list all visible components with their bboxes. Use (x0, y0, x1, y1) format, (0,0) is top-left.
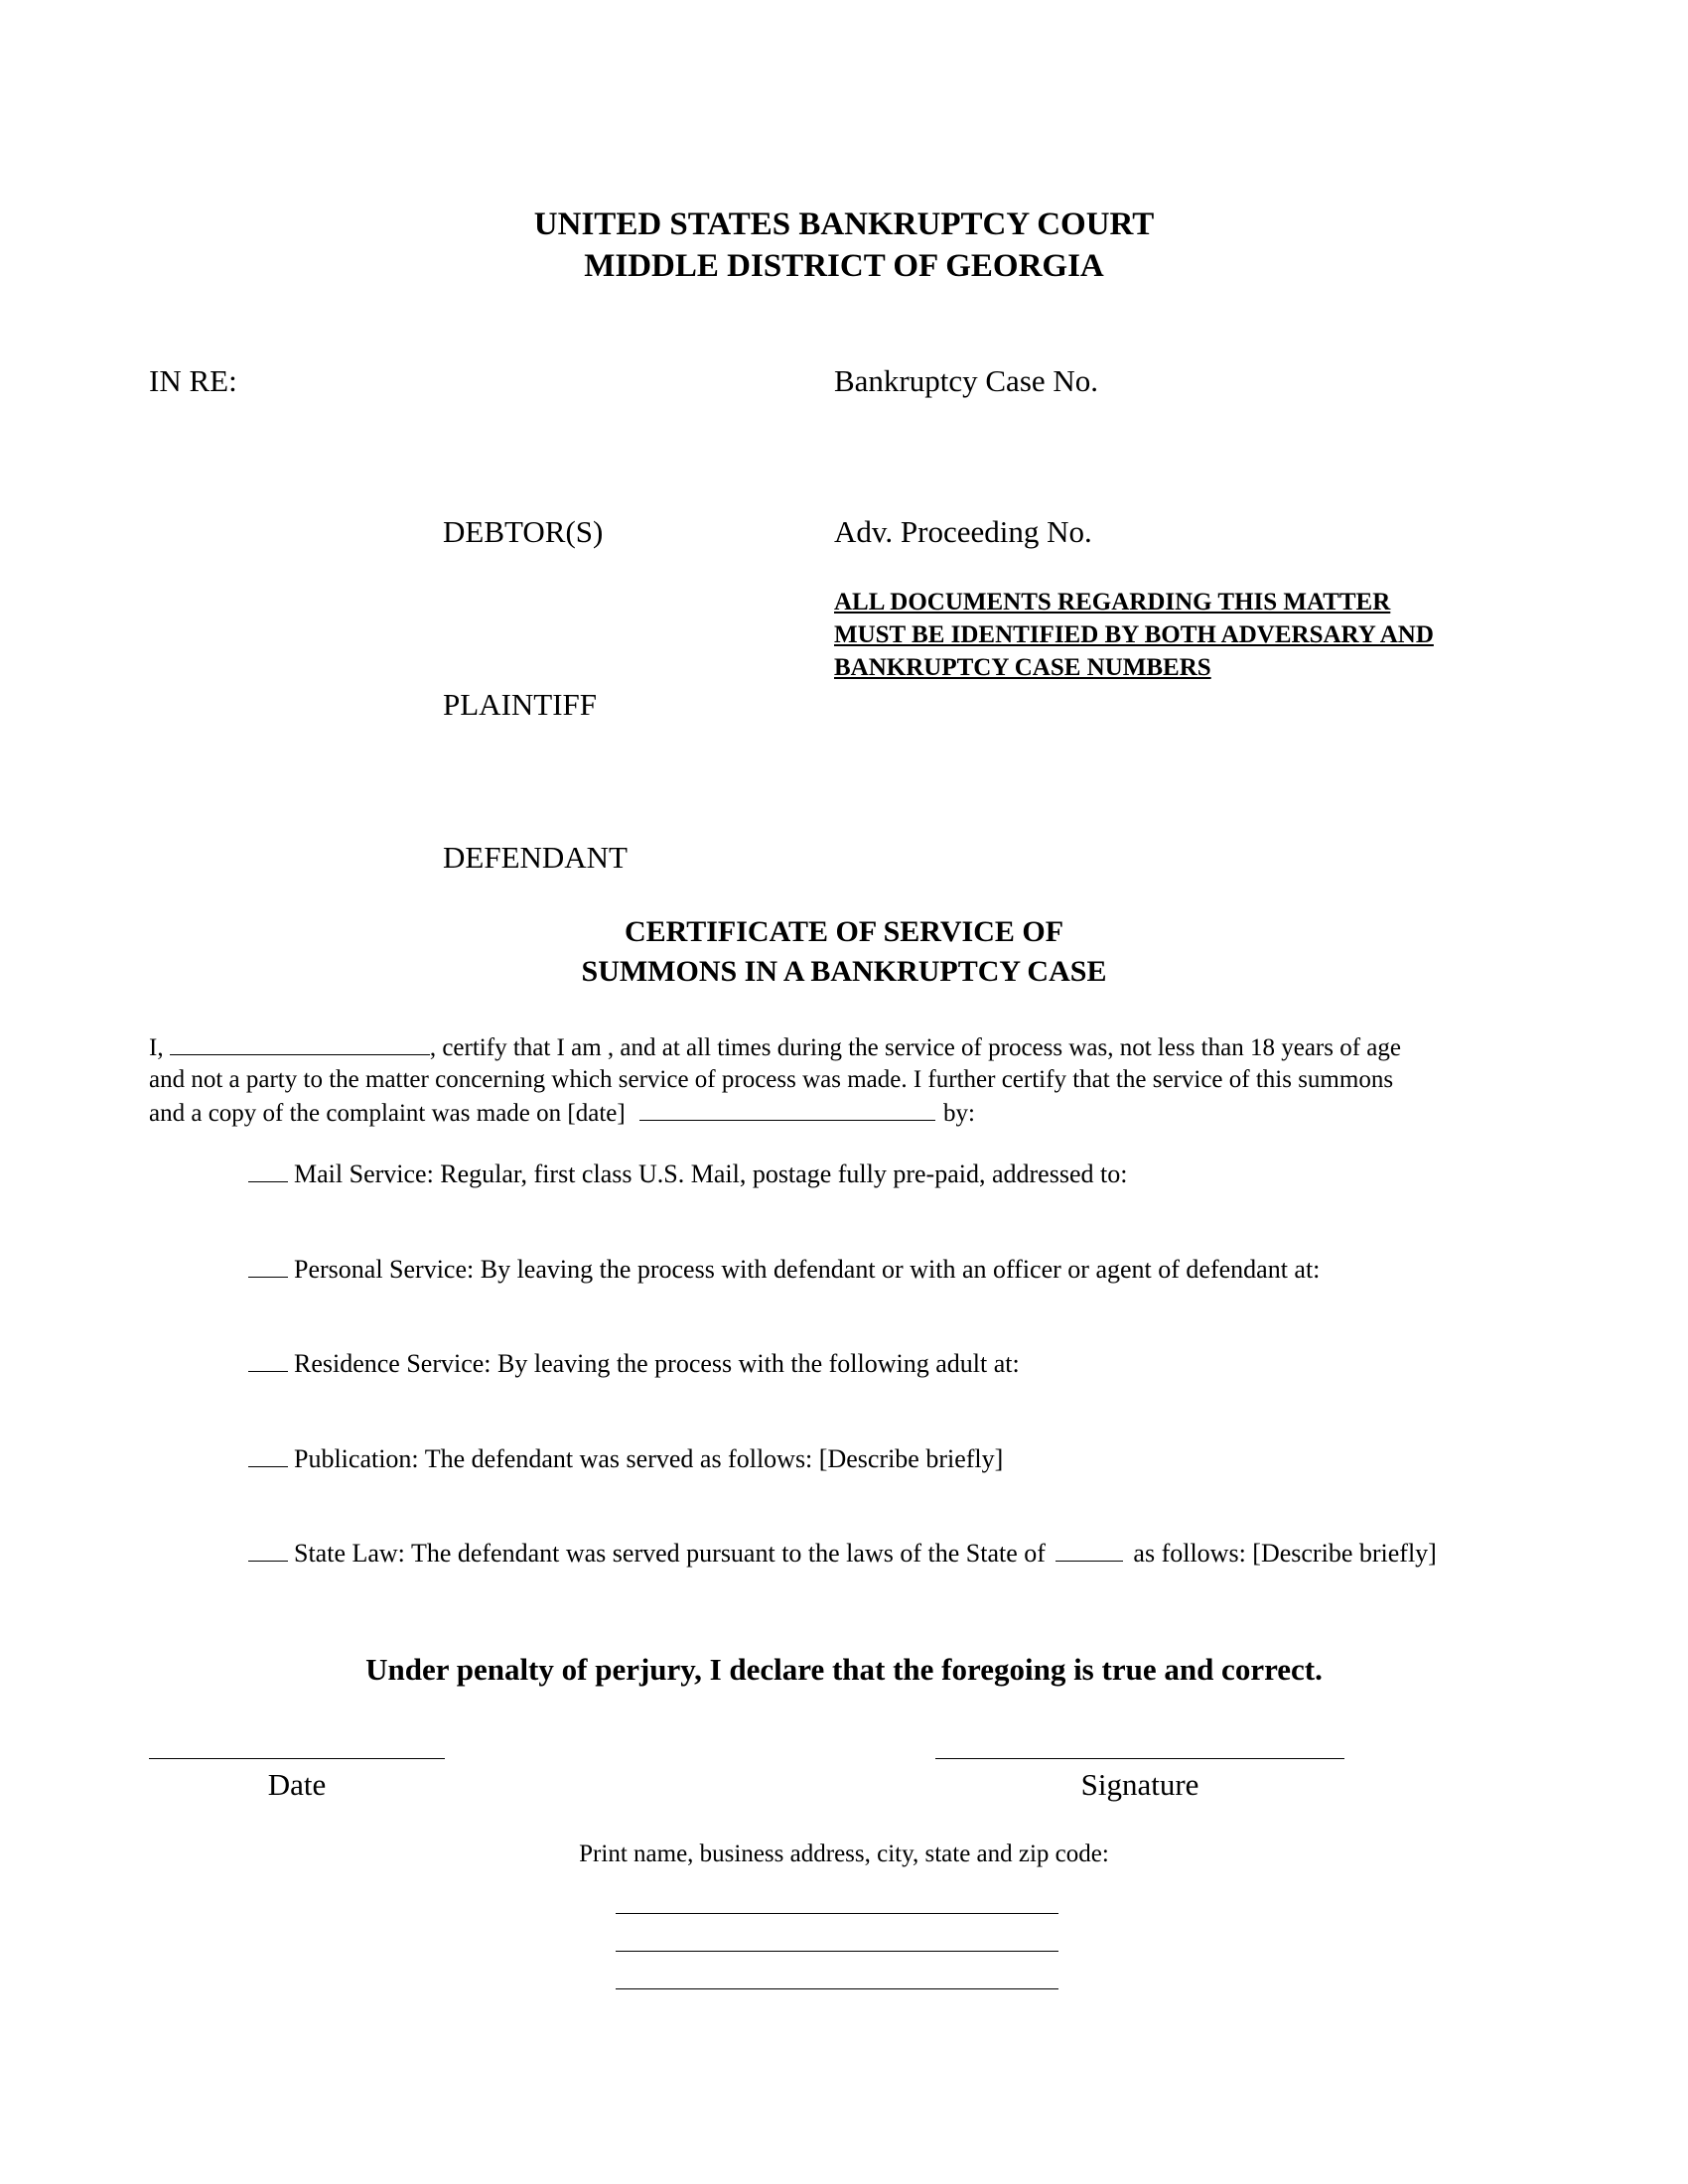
date-label: Date (267, 1767, 327, 1802)
service-date-blank[interactable] (639, 1096, 935, 1121)
print-name-line-3[interactable] (616, 1988, 1058, 1989)
debtors-label: DEBTOR(S) (443, 514, 604, 549)
perjury-declaration: Under penalty of perjury, I declare that the foregoing is true and correct. (365, 1652, 1323, 1687)
cert-prefix: I, (149, 1034, 164, 1061)
personal-service-option (248, 1253, 1320, 1285)
cert-by: by: (942, 1100, 975, 1127)
bankruptcy-case-no-label: Bankruptcy Case No. (834, 363, 1099, 398)
personal-service-checkbox[interactable] (248, 1253, 288, 1278)
state-law-suffix: as follows: [Describe briefly] (1133, 1539, 1437, 1568)
notice-line-3: BANKRUPTCY CASE NUMBERS (834, 654, 1211, 681)
plaintiff-label: PLAINTIFF (443, 687, 598, 722)
mail-service-checkbox[interactable] (248, 1158, 288, 1182)
publication-label: Publication: The defendant was served as follows: [Describe briefly] (294, 1444, 1004, 1473)
cert-text-3: and a copy of the complaint was made on [date] (149, 1100, 626, 1127)
adv-proceeding-no-label: Adv. Proceeding No. (834, 514, 1092, 549)
personal-service-label: Personal Service: By leaving the process with defendant or with an officer or agent of defendant at: (294, 1255, 1321, 1284)
state-name-blank[interactable] (1055, 1537, 1123, 1562)
in-re-label: IN RE: (149, 363, 237, 398)
mail-service-label: Mail Service: Regular, first class U.S. Mail, postage fully pre-paid, addressed to: (294, 1160, 1128, 1188)
print-name-label: Print name, business address, city, state and zip code: (579, 1841, 1109, 1867)
print-name-line-1[interactable] (616, 1913, 1058, 1914)
cert-text-1: , certify that I am , and at all times during the service of process was, not less than 18 years of age (429, 1034, 1401, 1061)
defendant-label: DEFENDANT (443, 840, 628, 875)
residence-service-checkbox[interactable] (248, 1347, 288, 1372)
court-district: MIDDLE DISTRICT OF GEORGIA (584, 248, 1104, 284)
court-name: UNITED STATES BANKRUPTCY COURT (533, 206, 1155, 242)
mail-service-option (248, 1158, 1127, 1189)
state-law-option (248, 1537, 1437, 1569)
signature-label: Signature (1080, 1767, 1199, 1802)
certification-line-3 (149, 1096, 975, 1130)
document-title-line-2: SUMMONS IN A BANKRUPTCY CASE (581, 955, 1107, 988)
publication-checkbox[interactable] (248, 1442, 288, 1467)
certifier-name-blank[interactable] (170, 1030, 430, 1055)
publication-option (248, 1442, 1003, 1474)
notice-line-1: ALL DOCUMENTS REGARDING THIS MATTER (834, 589, 1391, 615)
residence-service-option (248, 1347, 1020, 1379)
signature-line[interactable] (935, 1758, 1344, 1759)
certification-line-1 (149, 1030, 1401, 1064)
document-title-line-1: CERTIFICATE OF SERVICE OF (624, 915, 1064, 948)
print-name-line-2[interactable] (616, 1951, 1058, 1952)
certification-line-2: and not a party to the matter concerning which service of process was made. I further certify that the service of this summons (149, 1066, 1394, 1093)
residence-service-label: Residence Service: By leaving the process with the following adult at: (294, 1349, 1020, 1378)
state-law-label: State Law: The defendant was served pursuant to the laws of the State of (294, 1539, 1046, 1568)
state-law-checkbox[interactable] (248, 1537, 288, 1562)
notice-line-2: MUST BE IDENTIFIED BY BOTH ADVERSARY AND (834, 621, 1434, 648)
date-line[interactable] (149, 1758, 445, 1759)
